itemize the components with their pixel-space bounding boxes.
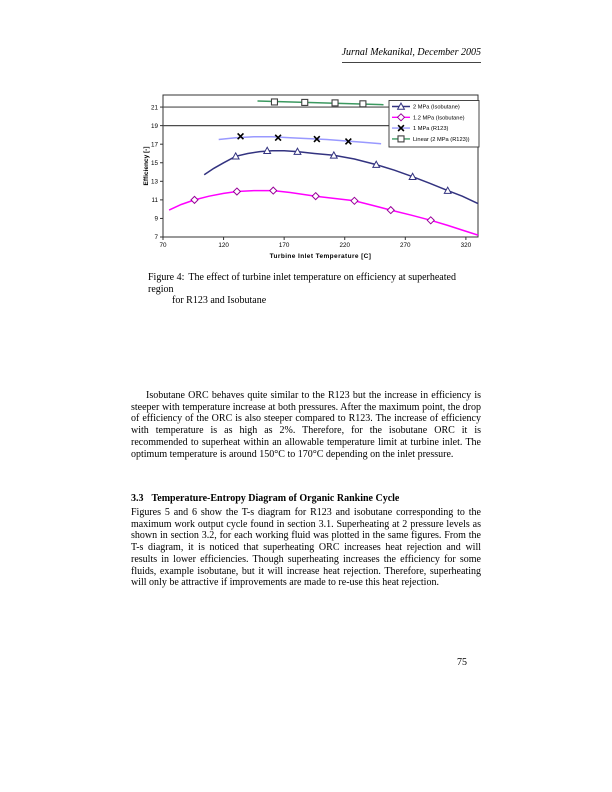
journal-header <box>131 42 481 63</box>
x-axis-title: Turbine Inlet Temperature [C] <box>269 253 372 260</box>
y-tick-label: 9 <box>154 215 158 223</box>
legend-entry-label: Linear (2 MPa (R123)) <box>413 136 470 143</box>
figure-caption <box>148 272 482 307</box>
figure-caption-line2: for R123 and Isobutane <box>172 295 267 307</box>
figure-caption-line1 <box>148 272 482 295</box>
x-tick-label: 170 <box>278 242 290 249</box>
section-number: 3.3 <box>131 493 144 504</box>
y-tick-label: 21 <box>150 104 158 112</box>
x-axis <box>159 237 471 260</box>
section-title: Temperature-Entropy Diagram of Organic Rankine Cycle <box>151 493 400 504</box>
y-tick-label: 17 <box>150 141 158 149</box>
figure-caption-text: The effect of turbine inlet temperature on efficiency at superheated region <box>148 272 456 295</box>
x-tick-label: 120 <box>218 242 229 249</box>
figure4-chart-container <box>140 85 490 270</box>
y-axis <box>143 104 163 241</box>
figure4-chart <box>140 85 490 270</box>
x-tick-label: 320 <box>460 242 472 249</box>
x-tick-label: 70 <box>159 242 167 249</box>
legend-entry-label: 2 MPa (Isobutane) <box>413 104 460 111</box>
paragraph-ts-diagram: Figures 5 and 6 show the T-s diagram for R123 and isobutane corresponding to the maximum work output cycle found in section 3.1. Superheating at 2 pressure levels as shown in section 3.2, for each working fluid was plotted in the same figures. From the T-s diagram, it is noticed that superheating ORC increases heat rejection and will results in lower efficiencies. Though superheating increases the efficiency for some fluids, example isobutane, but it will increase heat rejection. Therefore, superheating will only be attractive if improvements are made to re-use this heat rejection. <box>131 507 481 589</box>
x-tick-label: 220 <box>339 242 350 249</box>
legend <box>389 101 479 148</box>
y-axis-title: Efficiency [-] <box>143 146 150 186</box>
y-tick-label: 13 <box>150 178 158 186</box>
y-tick-label: 15 <box>150 159 158 167</box>
y-tick-label: 7 <box>154 234 158 242</box>
journal-header-text: Jurnal Mekanikal, December 2005 <box>342 47 481 63</box>
legend-entry-label: 1.2 MPa (Isobutane) <box>413 115 465 122</box>
page-number: 75 <box>457 657 467 668</box>
y-tick-label: 11 <box>151 197 158 205</box>
x-tick-label: 270 <box>400 242 411 249</box>
section-heading <box>131 493 481 504</box>
legend-entry-label: 1 MPa (R123) <box>413 126 449 133</box>
paragraph-isobutane-orc: Isobutane ORC behaves quite similar to the R123 but the increase in efficiency is steeper with temperature increase at both pressures. After the maximum point, the drop of efficiency of the ORC is also steeper compared to R123. The increase of efficiency with temperature is as high as 2%. Therefore, for the isobutane ORC it is recommended to superheat within an allowable temperature limit at turbine inlet. The optimum temperature is around 150°C to 170°C depending on the inlet pressure. <box>131 390 481 460</box>
y-tick-label: 19 <box>150 122 158 130</box>
figure-caption-label: Figure 4: <box>148 272 185 283</box>
